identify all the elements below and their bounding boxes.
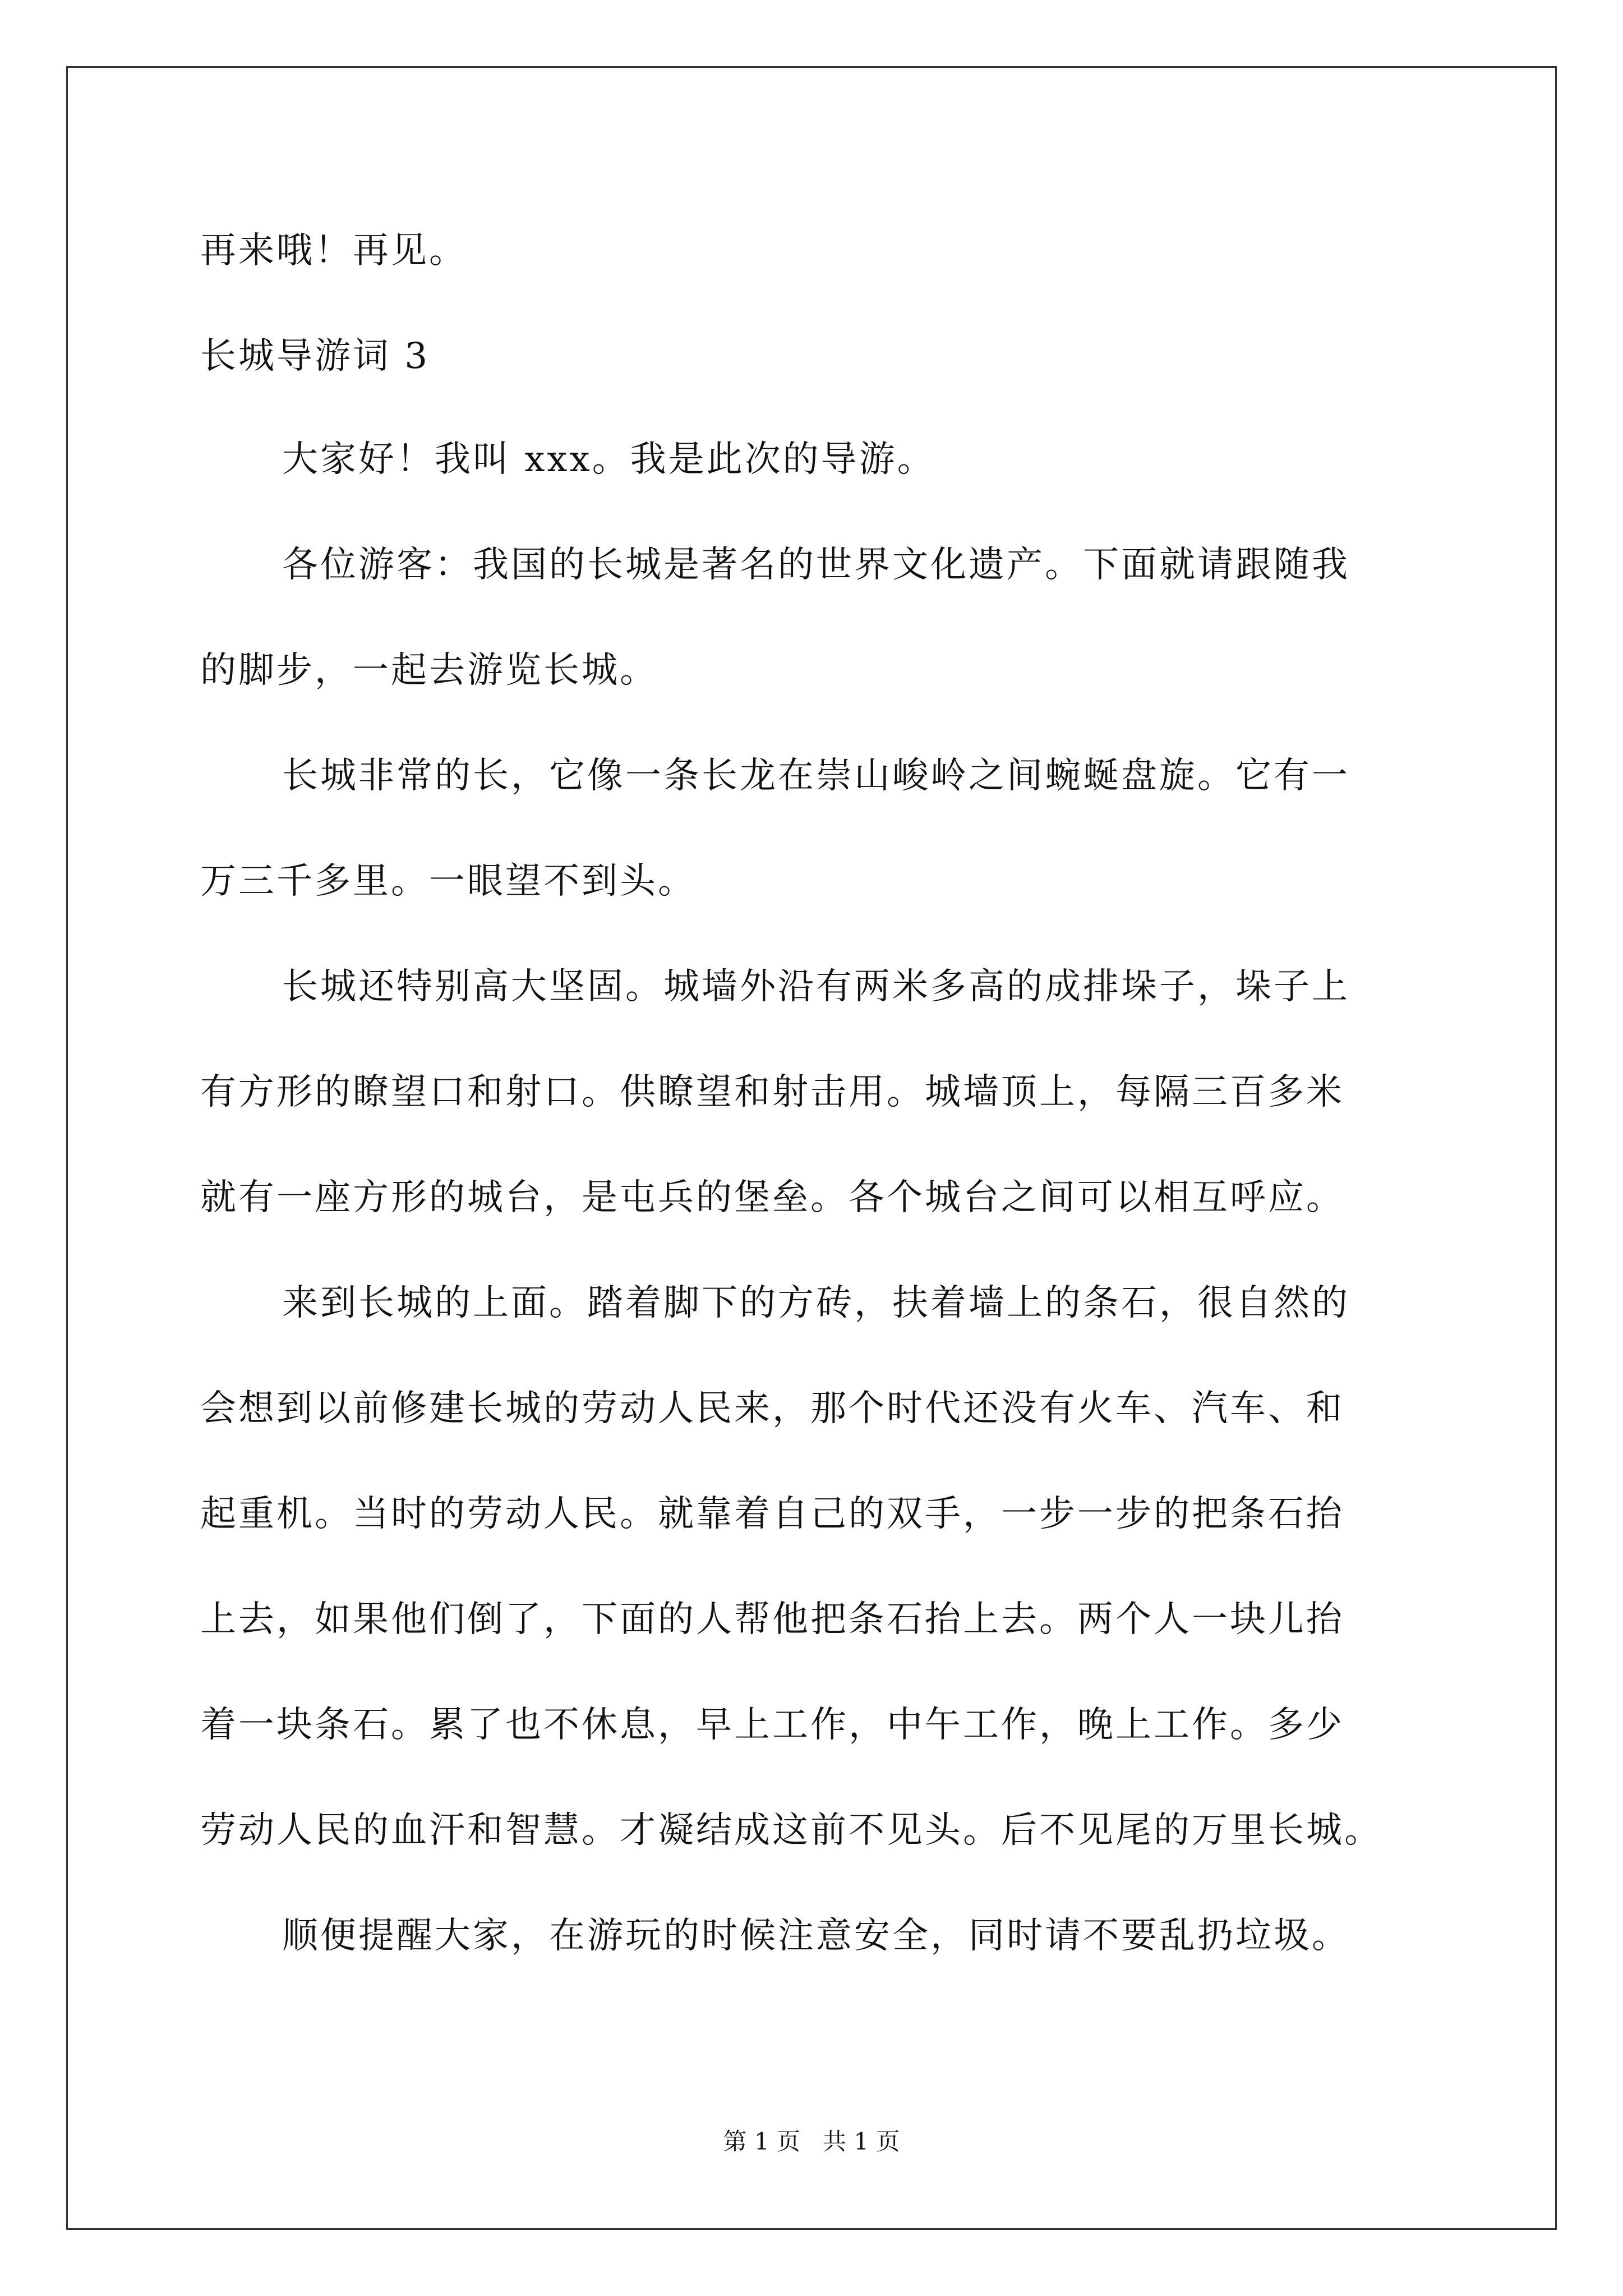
text-line-14: 上去，如果他们倒了，下面的人帮他把条石抬上去。两个人一块儿抬 bbox=[200, 1599, 1344, 1640]
text-line-8: 长城还特别高大坚固。城墙外沿有两米多高的成排垛子，垛子上 bbox=[282, 966, 1350, 1007]
text-line-13: 起重机。当时的劳动人民。就靠着自己的双手，一步一步的把条石抬 bbox=[200, 1493, 1344, 1535]
text-line-11: 来到长城的上面。踏着脚下的方砖，扶着墙上的条石，很自然的 bbox=[282, 1282, 1350, 1324]
text-line-10: 就有一座方形的城台，是屯兵的堡垒。各个城台之间可以相互呼应。 bbox=[200, 1177, 1344, 1218]
page-border bbox=[66, 66, 1557, 2230]
section-heading: 长城导游词 3 bbox=[200, 335, 430, 377]
text-line-17: 顺便提醒大家，在游玩的时候注意安全，同时请不要乱扔垃圾。 bbox=[282, 1915, 1350, 1957]
text-line-4: 各位游客：我国的长城是著名的世界文化遗产。下面就请跟随我 bbox=[282, 544, 1350, 586]
page-number-footer: 第 1 页 共 1 页 bbox=[723, 2128, 900, 2155]
text-line-9: 有方形的瞭望口和射口。供瞭望和射击用。城墙顶上，每隔三百多米 bbox=[200, 1071, 1344, 1113]
text-line-1: 再来哦！再见。 bbox=[200, 230, 467, 272]
text-line-6: 长城非常的长，它像一条长龙在崇山峻岭之间蜿蜒盘旋。它有一 bbox=[282, 755, 1350, 797]
text-line-12: 会想到以前修建长城的劳动人民来，那个时代还没有火车、汽车、和 bbox=[200, 1388, 1344, 1429]
text-line-5: 的脚步，一起去游览长城。 bbox=[200, 650, 658, 691]
text-line-16: 劳动人民的血汗和智慧。才凝结成这前不见头。后不见尾的万里长城。 bbox=[200, 1810, 1382, 1851]
text-line-7: 万三千多里。一眼望不到头。 bbox=[200, 861, 696, 902]
text-line-3: 大家好！我叫 xxx。我是此次的导游。 bbox=[282, 439, 935, 480]
text-line-15: 着一块条石。累了也不休息，早上工作，中午工作，晚上工作。多少 bbox=[200, 1704, 1344, 1746]
